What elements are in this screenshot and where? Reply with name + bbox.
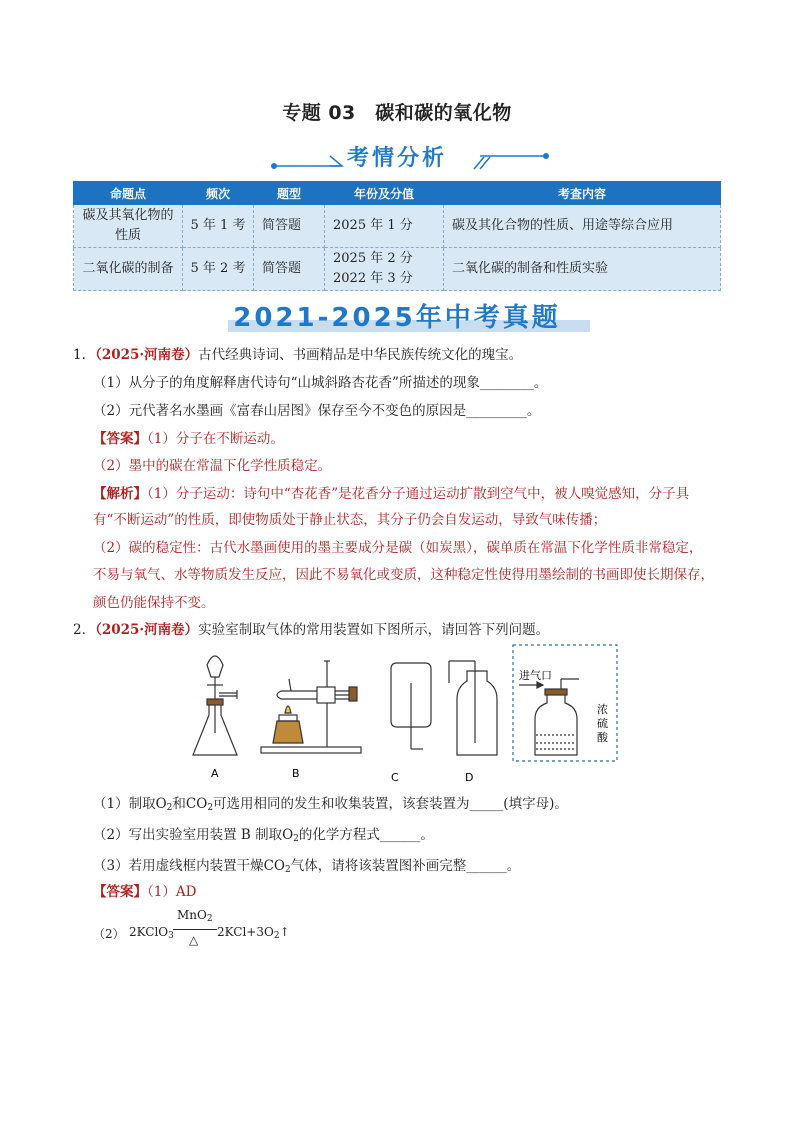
- q1-sub1: （1）从分子的角度解释唐代诗句“山城斜路杏花香”所描述的现象________。: [93, 375, 548, 391]
- figure-label-c: C: [391, 771, 399, 784]
- q1-analysis1: 【解析】（1）分子运动：诗句中“杏花香”是花香分子通过运动扩散到空气中，被人嗅觉感知，分子具: [93, 486, 690, 502]
- q1-stem: 1．（2025·河南卷）古代经典诗词、书画精品是中华民族传统文化的瑰宝。: [73, 347, 523, 363]
- cell-point: 二氧化碳的制备: [74, 248, 183, 291]
- figure-acid-label-3: 酸: [597, 731, 608, 744]
- q2-sub1: （1）制取$O_2$和$CO_2$可选用相同的发生和收集装置，该套装置为_____(填字母)。: [93, 796, 568, 813]
- apparatus-b: [261, 661, 361, 753]
- cell-freq: 5 年 2 考: [183, 248, 254, 291]
- table-header-row: [74, 182, 721, 205]
- equation-left: 2KClO$_3$: [129, 925, 174, 941]
- answer-tag: 【答案】: [93, 431, 147, 447]
- q1-answer2: （2）墨中的碳在常温下化学性质稳定。: [93, 458, 332, 474]
- q2-source: （2025·河南卷）: [95, 622, 199, 638]
- analysis-tag: 【解析】: [93, 486, 147, 502]
- q2-answer2-equation: （2） 2KClO$_3$ MnO$_2$ △ $2KCl+3O_2↑$: [93, 908, 290, 947]
- apparatus-d: [449, 661, 497, 755]
- q1-analysis4: 不易与氧气、水等物质发生反应，因此不易氧化或变质，这种稳定性使得用墨绘制的书画即使长期保存，: [93, 567, 714, 583]
- section-banner-exams: 2021-2025年中考真题: [233, 303, 561, 333]
- page-title: 专题 03 碳和碳的氧化物: [282, 102, 512, 124]
- cell-years: 2025 年 1 分: [325, 205, 444, 248]
- cell-point: 碳及其氧化物的性质: [74, 205, 183, 248]
- apparatus-c: [391, 663, 431, 749]
- apparatus-a: [193, 656, 237, 755]
- q2-sub3: （3）若用虚线框内装置干燥$CO_2$气体，请将该装置图补画完整______。: [93, 858, 521, 875]
- q1-sub2: （2）元代著名水墨画《富春山居图》保存至今不变色的原因是_________。: [93, 403, 541, 419]
- table-row: [74, 248, 721, 291]
- table-row: [74, 205, 721, 248]
- cell-content: 碳及其化合物的性质、用途等综合应用: [444, 205, 721, 248]
- figure-label-b: B: [292, 767, 300, 780]
- cell-year-line: 2022 年 3 分: [333, 271, 413, 286]
- q1-analysis3: （2）碳的稳定性：古代水墨画使用的墨主要成分是碳（如炭黑），碳单质在常温下化学性质非常稳定，: [93, 540, 703, 556]
- exam-analysis-table: [73, 181, 721, 291]
- cell-type: 简答题: [254, 205, 325, 248]
- cell-type: 简答题: [254, 248, 325, 291]
- q2-sub2: （2）写出实验室用装置 B 制取$O_2$的化学方程式______。: [93, 827, 434, 844]
- figure-acid-label-2: 硫: [597, 717, 608, 730]
- equation-reaction-line: [173, 929, 217, 930]
- col-header-freq: 频次: [183, 182, 254, 205]
- apparatus-figure: [185, 643, 625, 788]
- col-header-content: 考查内容: [444, 182, 721, 205]
- figure-label-a: A: [211, 767, 219, 780]
- section-banner-analysis: 考情分析: [346, 146, 447, 171]
- col-header-point: 命题点: [74, 182, 183, 205]
- q1-analysis2: 有“不断运动”的性质，即使物质处于静止状态，其分子仍会自发运动，导致气味传播；: [93, 512, 607, 528]
- answer-tag: 【答案】: [93, 884, 147, 900]
- q1-source: （2025·河南卷）: [95, 347, 199, 363]
- cell-years: [325, 248, 444, 291]
- cell-freq: 5 年 1 考: [183, 205, 254, 248]
- q2-answer1: 【答案】（1）AD: [93, 884, 197, 900]
- q2-stem: 2．（2025·河南卷）实验室制取气体的常用装置如下图所示，请回答下列问题。: [73, 622, 550, 638]
- col-header-years: 年份及分值: [325, 182, 444, 205]
- cell-year-line: 2025 年 2 分: [333, 251, 413, 266]
- q1-answer1: 【答案】（1）分子在不断运动。: [93, 431, 284, 447]
- equation-heat: △: [189, 933, 199, 947]
- figure-inlet-label: 进气口: [519, 669, 552, 682]
- cell-content: 二氧化碳的制备和性质实验: [444, 248, 721, 291]
- col-header-type: 题型: [254, 182, 325, 205]
- equation-catalyst: MnO$_2$: [177, 908, 213, 924]
- figure-acid-label-1: 浓: [597, 703, 608, 716]
- q1-analysis5: 颜色仍能保持不变。: [93, 595, 215, 611]
- figure-label-d: D: [465, 771, 474, 784]
- equation-right: $2KCl+3O_2↑$: [217, 925, 290, 941]
